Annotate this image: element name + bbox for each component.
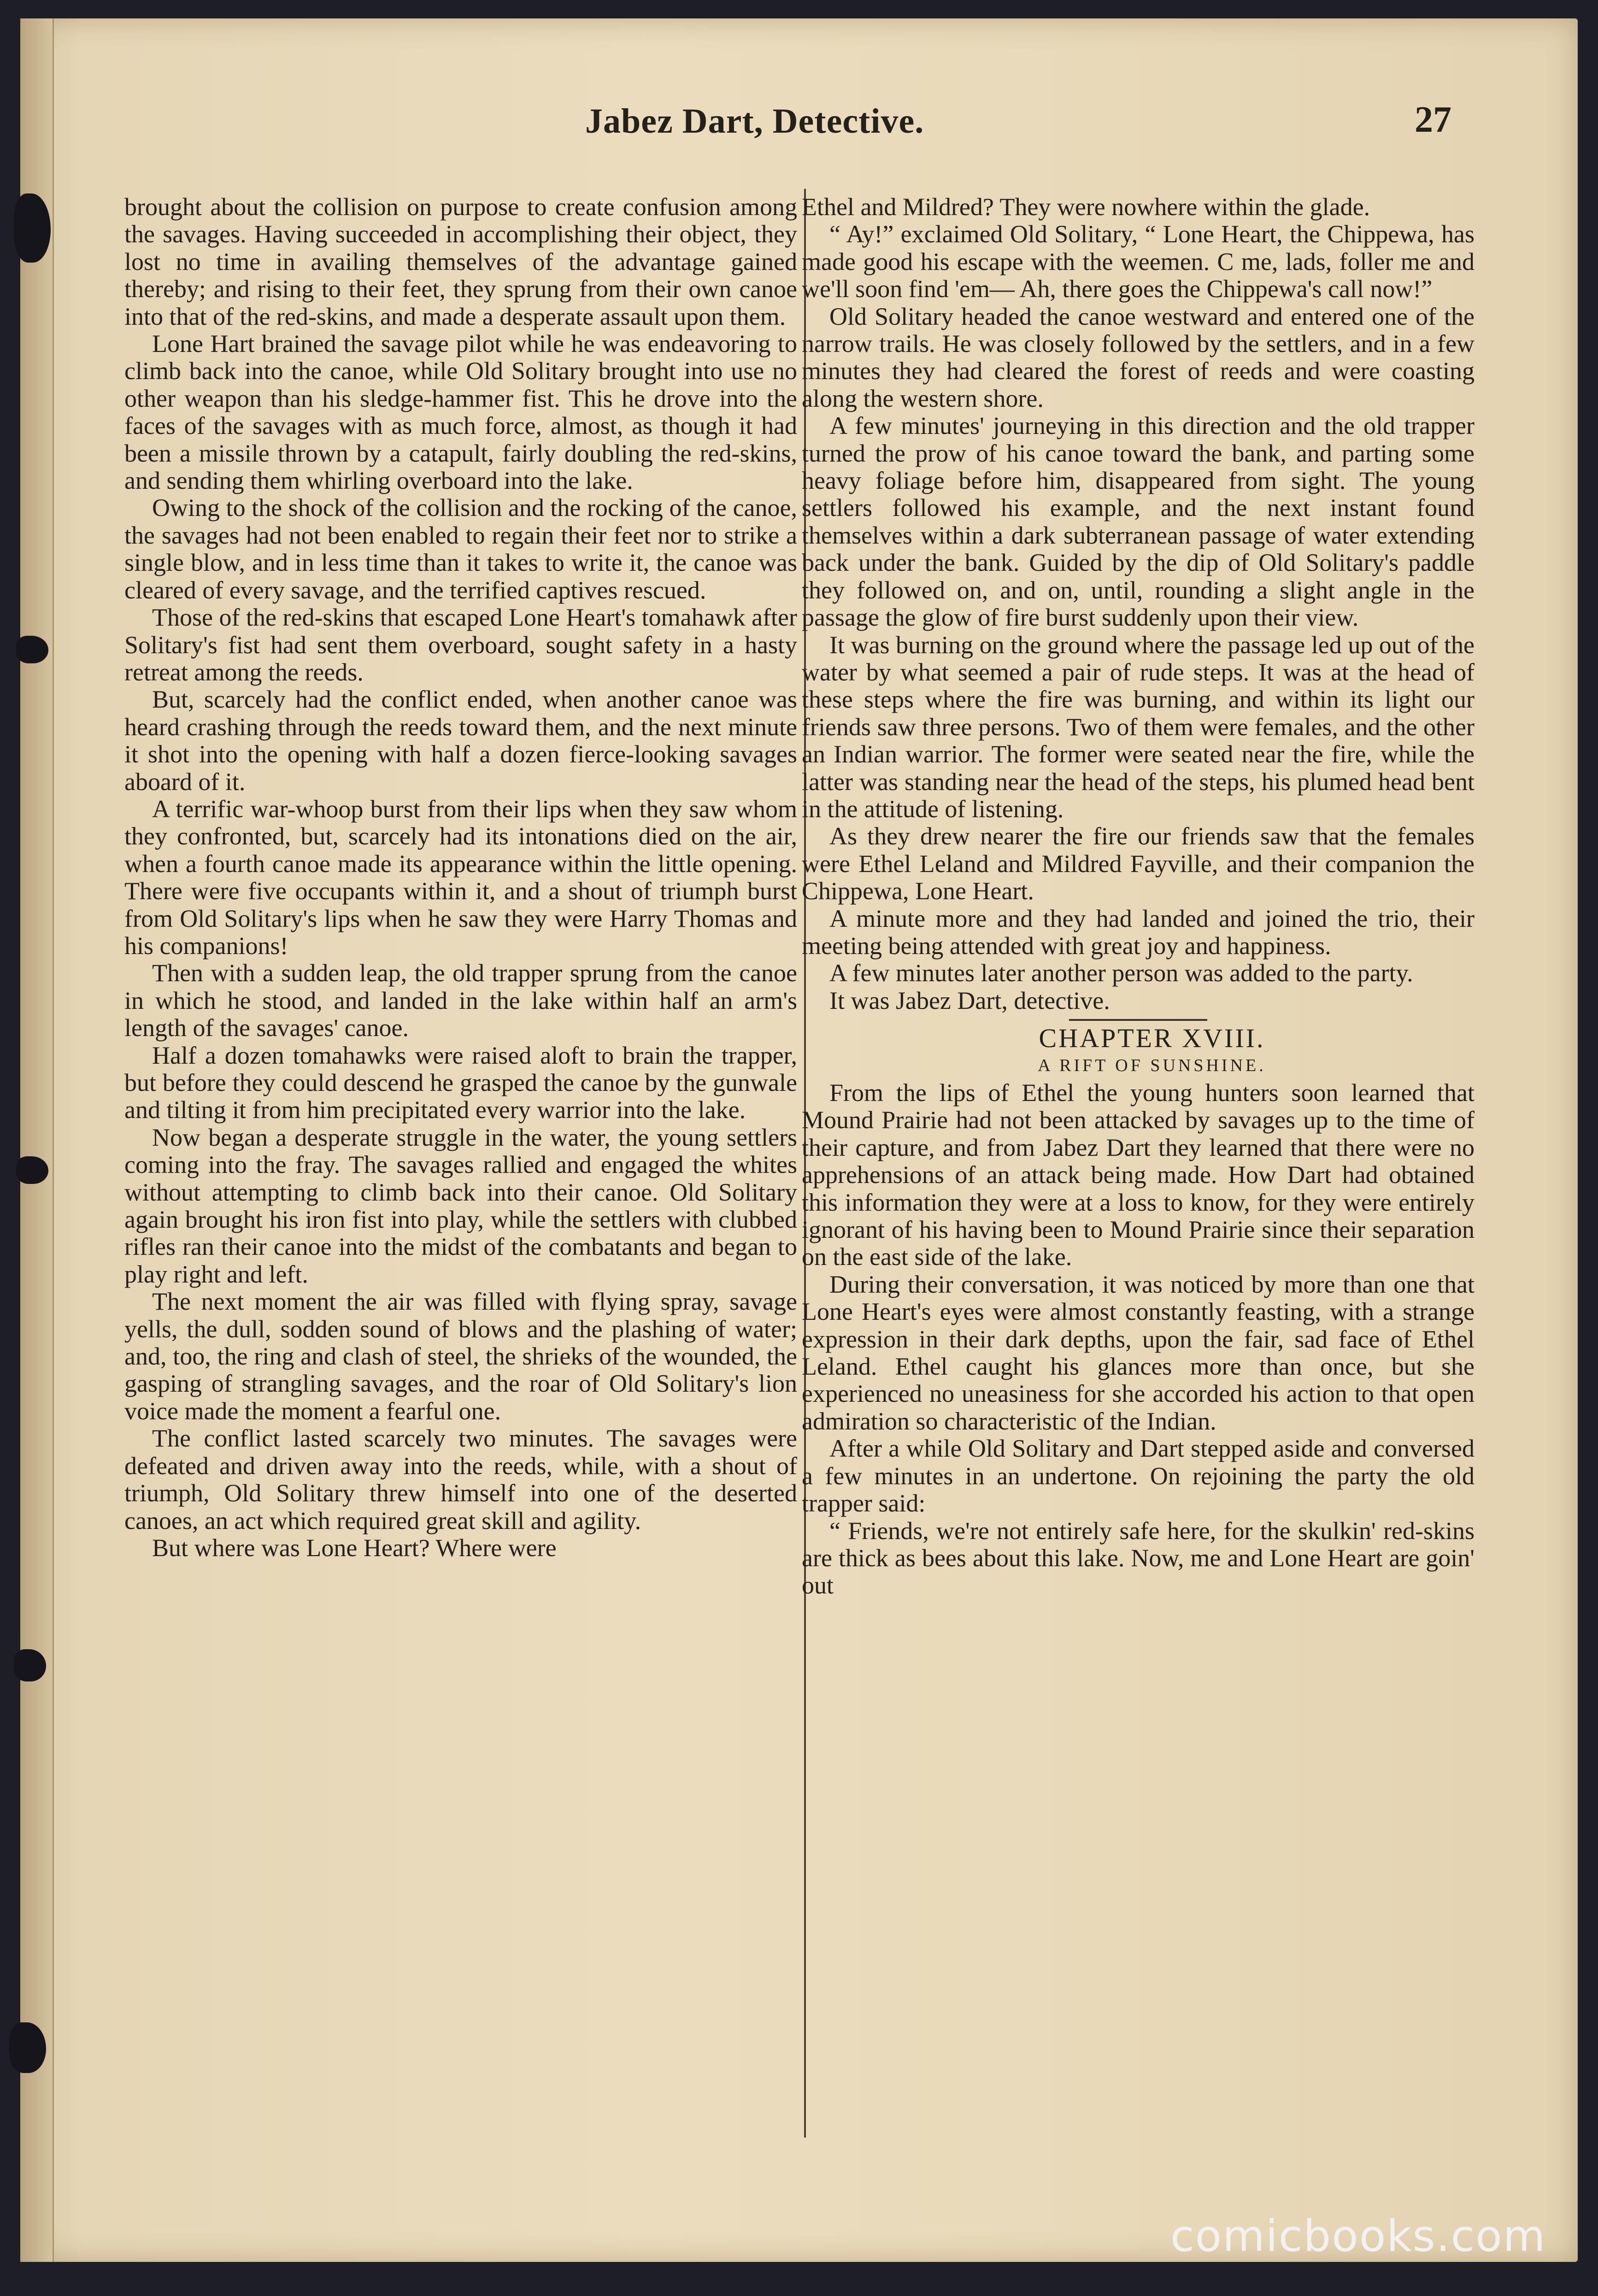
paragraph: A few minutes' journeying in this direction and the old trapper turned the prow of his canoe toward the bank, and parting some heavy foliage before him, disappeared from sight. The young settlers followed his example, and the next instant found themselves within a dark subterranean passage of water extending back under the bank. Guided by the dip of Old Solitary's paddle they followed on, and on, until, rounding a slight angle in the passage the glow of fire burst suddenly upon their view. [802,412,1475,632]
paragraph: During their conversation, it was noticed by more than one that Lone Heart's eyes were almost constantly feasting, with a strange expression in their dark depths, upon the fair, sad face of Ethel Leland. Ethel caught his glances more than once, but she experienced no uneasiness for she accorded his action to that open admiration so characteristic of the Indian. [802,1270,1475,1435]
binding-hole [16,1156,48,1184]
paragraph: Then with a sudden leap, the old trapper sprung from the canoe in which he stood, and landed in the lake within half an arm's length of the savages' canoe. [124,959,797,1042]
binding-hole [14,1649,46,1681]
binding-hole [9,2022,46,2073]
paragraph: The conflict lasted scarcely two minutes. The savages were defeated and driven away into the reeds, while, with a shout of triumph, Old Solitary threw himself into one of the deserted canoes, an act which required great skill and agility. [124,1424,797,1535]
paragraph: From the lips of Ethel the young hunters soon learned that Mound Prairie had not been attacked by savages up to the time of their capture, and from Jabez Dart they learned that there were no apprehensions of an attack being made. How Dart had obtained this information they were at a loss to know, for they were entirely ignorant of his having been to Mound Prairie since their separation on the east side of the lake. [802,1079,1475,1271]
paragraph: As they drew nearer the fire our friends saw that the females were Ethel Leland and Mildred Fayville, and their companion the Chippewa, Lone Heart. [802,822,1475,905]
paragraph: It was Jabez Dart, detective. [829,986,1110,1014]
watermark: comicbooks.com [1170,2211,1546,2261]
paragraph: Half a dozen tomahawks were raised aloft to brain the trapper, but before they could descend he grasped the canoe by the gunwale and tilting it from him precipitated every warrior into the lake. [124,1041,797,1124]
paragraph: “ Friends, we're not entirely safe here, for the skulkin' red-skins are thick as bees about this lake. Now, me and Lone Heart are goin' out [802,1517,1475,1599]
right-column [802,193,1475,1599]
paragraph: brought about the collision on purpose to create confusion among the savages. Having succeeded in accomplishing their object, they lost no time in availing themselves of the advantage gained thereby; and rising to their feet, they sprung from their own canoe into that of the red-skins, and made a desperate assault upon them. [124,193,797,330]
paragraph: Now began a desperate struggle in the water, the young settlers coming into the fray. The savages rallied and engaged the whites without attempting to climb back into their canoe. Old Solitary again brought his iron fist into play, while the settlers with clubbed rifles ran their canoe into the midst of the combatants and began to play right and left. [124,1123,797,1288]
paragraph: A minute more and they had landed and joined the trio, their meeting being attended with great joy and happiness. [802,904,1475,960]
paragraph: But where was Lone Heart? Where were [152,1534,557,1562]
paragraph: The next moment the air was filled with flying spray, savage yells, the dull, sodden sound of blows and the plashing of water; and, too, the ring and clash of steel, the shrieks of the wounded, the gasping of strangling savages, and the roar of Old Solitary's lion voice made the moment a fearful one. [124,1288,797,1425]
paragraph: Owing to the shock of the collision and the rocking of the canoe, the savages had not been enabled to regain their feet nor to strike a single blow, and in less time than it takes to write it, the canoe was cleared of every savage, and the terrified captives rescued. [124,494,797,604]
page-binding-gutter [20,18,54,2262]
page-number: 27 [1415,100,1451,140]
paragraph: A few minutes later another person was added to the party. [829,959,1413,987]
paragraph: Those of the red-skins that escaped Lone Heart's tomahawk after Solitary's fist had sent them overboard, sought safety in a hasty retreat among the reeds. [124,603,797,686]
paragraph: It was burning on the ground where the passage led up out of the water by what seemed a pair of rude steps. It was at the head of these steps where the fire was burning, and within its light our friends saw three persons. Two of them were females, and the other an Indian warrior. The former were seated near the fire, while the latter was standing near the head of the steps, his plumed head bent in the attitude of listening. [802,631,1475,823]
paragraph: After a while Old Solitary and Dart stepped aside and conversed a few minutes in an undertone. On rejoining the party the old trapper said: [802,1435,1475,1517]
running-header-title: Jabez Dart, Detective. [585,102,924,141]
chapter-heading: CHAPTER XVIII. [1039,1023,1265,1054]
paragraph: Lone Hart brained the savage pilot while he was endeavoring to climb back into the canoe, while Old Solitary brought into use no other weapon than his sledge-hammer fist. This he drove into the faces of the savages with as much force, almost, as though it had been a missile thrown by a catapult, fairly doubling the red-skins, and sending them whirling overboard into the lake. [124,330,797,495]
binding-hole [16,636,48,663]
chapter-subtitle: A RIFT OF SUNSHINE. [1038,1055,1266,1075]
paragraph: But, scarcely had the conflict ended, when another canoe was heard crashing through the reeds toward them, and the next minute it shot into the opening with half a dozen fierce-looking savages aboard of it. [124,685,797,796]
left-column [124,193,797,1562]
paragraph: “ Ay!” exclaimed Old Solitary, “ Lone Heart, the Chippewa, has made good his escape with the weemen. C me, lads, foller me and we'll soon find 'em— Ah, there goes the Chippewa's call now!” [802,220,1475,303]
paragraph: Old Solitary headed the canoe westward and entered one of the narrow trails. He was closely followed by the settlers, and in a few minutes they had cleared the forest of reeds and were coasting along the western shore. [802,302,1475,412]
binding-hole [14,193,51,263]
paragraph: A terrific war-whoop burst from their lips when they saw whom they confronted, but, scarcely had its intonations died on the air, when a fourth canoe made its appearance within the little opening. There were five occupants within it, and a shout of triumph burst from Old Solitary's lips when he saw they were Harry Thomas and his companions! [124,795,797,960]
paragraph: Ethel and Mildred? They were nowhere within the glade. [802,193,1370,221]
chapter-divider [1069,1019,1207,1021]
